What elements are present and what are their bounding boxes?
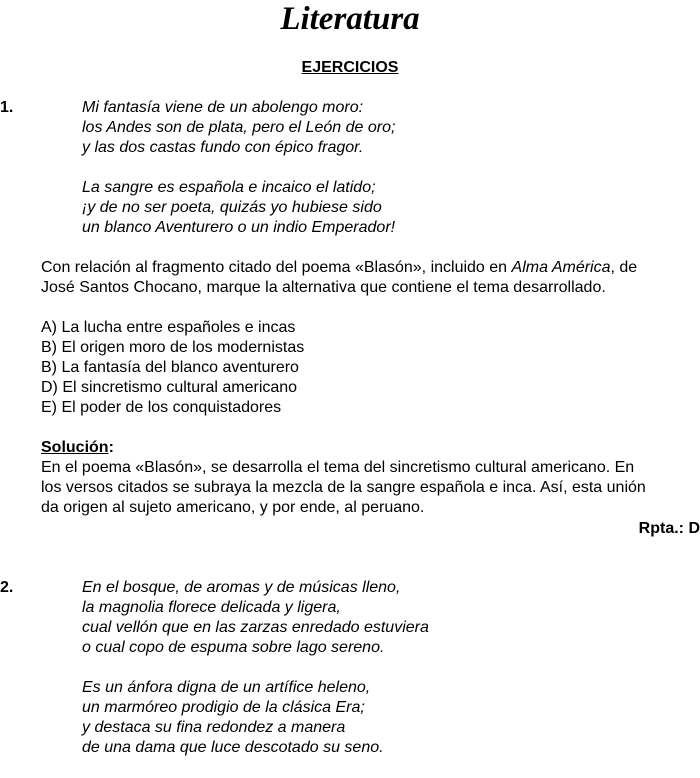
poem-line: En el bosque, de aromas y de músicas lleno, <box>82 579 401 596</box>
option-item: B) La fantasía del blanco aventurero <box>41 359 299 376</box>
poem-line: y destaca su fina redondez a manera <box>82 719 346 736</box>
poem-line: La sangre es española e incaico el latido; <box>82 179 376 196</box>
question-number: 1. <box>0 99 14 116</box>
option-item: E) El poder de los conquistadores <box>41 399 282 416</box>
answer-options <box>41 318 304 418</box>
poem-stanza <box>82 98 395 158</box>
solution-line: da origen al sujeto americano, y por ende, al peruano. <box>41 499 425 516</box>
poem-line: o cual copo de espuma sobre lago sereno. <box>82 639 385 656</box>
poem-line: de una dama que luce descotado su seno. <box>82 739 384 756</box>
option-item: D) El sincretismo cultural americano <box>41 379 298 396</box>
poem-line: Mi fantasía viene de un abolengo moro: <box>82 99 364 116</box>
poem-fragment <box>82 98 395 258</box>
poem-line: la magnolia florece delicada y ligera, <box>82 599 341 616</box>
poem-line: un marmóreo prodigio de la clásica Era; <box>82 699 365 716</box>
solution-line: En el poema «Blasón», se desarrolla el tema del sincretismo cultural americano. En <box>41 459 635 476</box>
poem-line: los Andes son de plata, pero el León de oro; <box>82 119 396 136</box>
answer-key: Rpta.: D <box>638 520 700 537</box>
question-line <box>41 258 700 278</box>
option-item: B) El origen moro de los modernistas <box>41 339 305 356</box>
question-text-part: Con relación al fragmento citado del poema «Blasón», incluido en <box>41 259 512 276</box>
solution-colon: : <box>108 439 114 456</box>
poem-line: y las dos castas fundo con épico fragor. <box>82 139 364 156</box>
poem-stanza <box>82 678 429 758</box>
question-text-part: , de <box>610 259 638 276</box>
solution-line: los versos citados se subraya la mezcla de la sangre española e inca. Así, esta unión <box>41 479 646 496</box>
book-title: Alma América <box>511 259 611 276</box>
poem-line: Es un ánfora digna de un artífice heleno, <box>82 679 371 696</box>
question-line: José Santos Chocano, marque la alternativa que contiene el tema desarrollado. <box>41 279 606 296</box>
solution-heading <box>41 438 700 458</box>
poem-line: ¡y de no ser poeta, quizás yo hubiese sido <box>82 199 382 216</box>
question-number: 2. <box>0 579 14 596</box>
question-text <box>41 258 700 298</box>
solution-block <box>41 438 700 518</box>
solution-label: Solución <box>41 439 109 456</box>
poem-line: cual vellón que en las zarzas enredado estuviera <box>82 619 429 636</box>
option-item: A) La lucha entre españoles e incas <box>41 319 296 336</box>
page-title: Literatura <box>280 1 420 37</box>
section-heading: EJERCICIOS <box>301 59 399 76</box>
poem-stanza <box>82 578 429 658</box>
poem-line: un blanco Aventurero o un indio Emperador! <box>82 219 396 236</box>
poem-fragment <box>82 578 429 778</box>
poem-stanza <box>82 178 395 238</box>
